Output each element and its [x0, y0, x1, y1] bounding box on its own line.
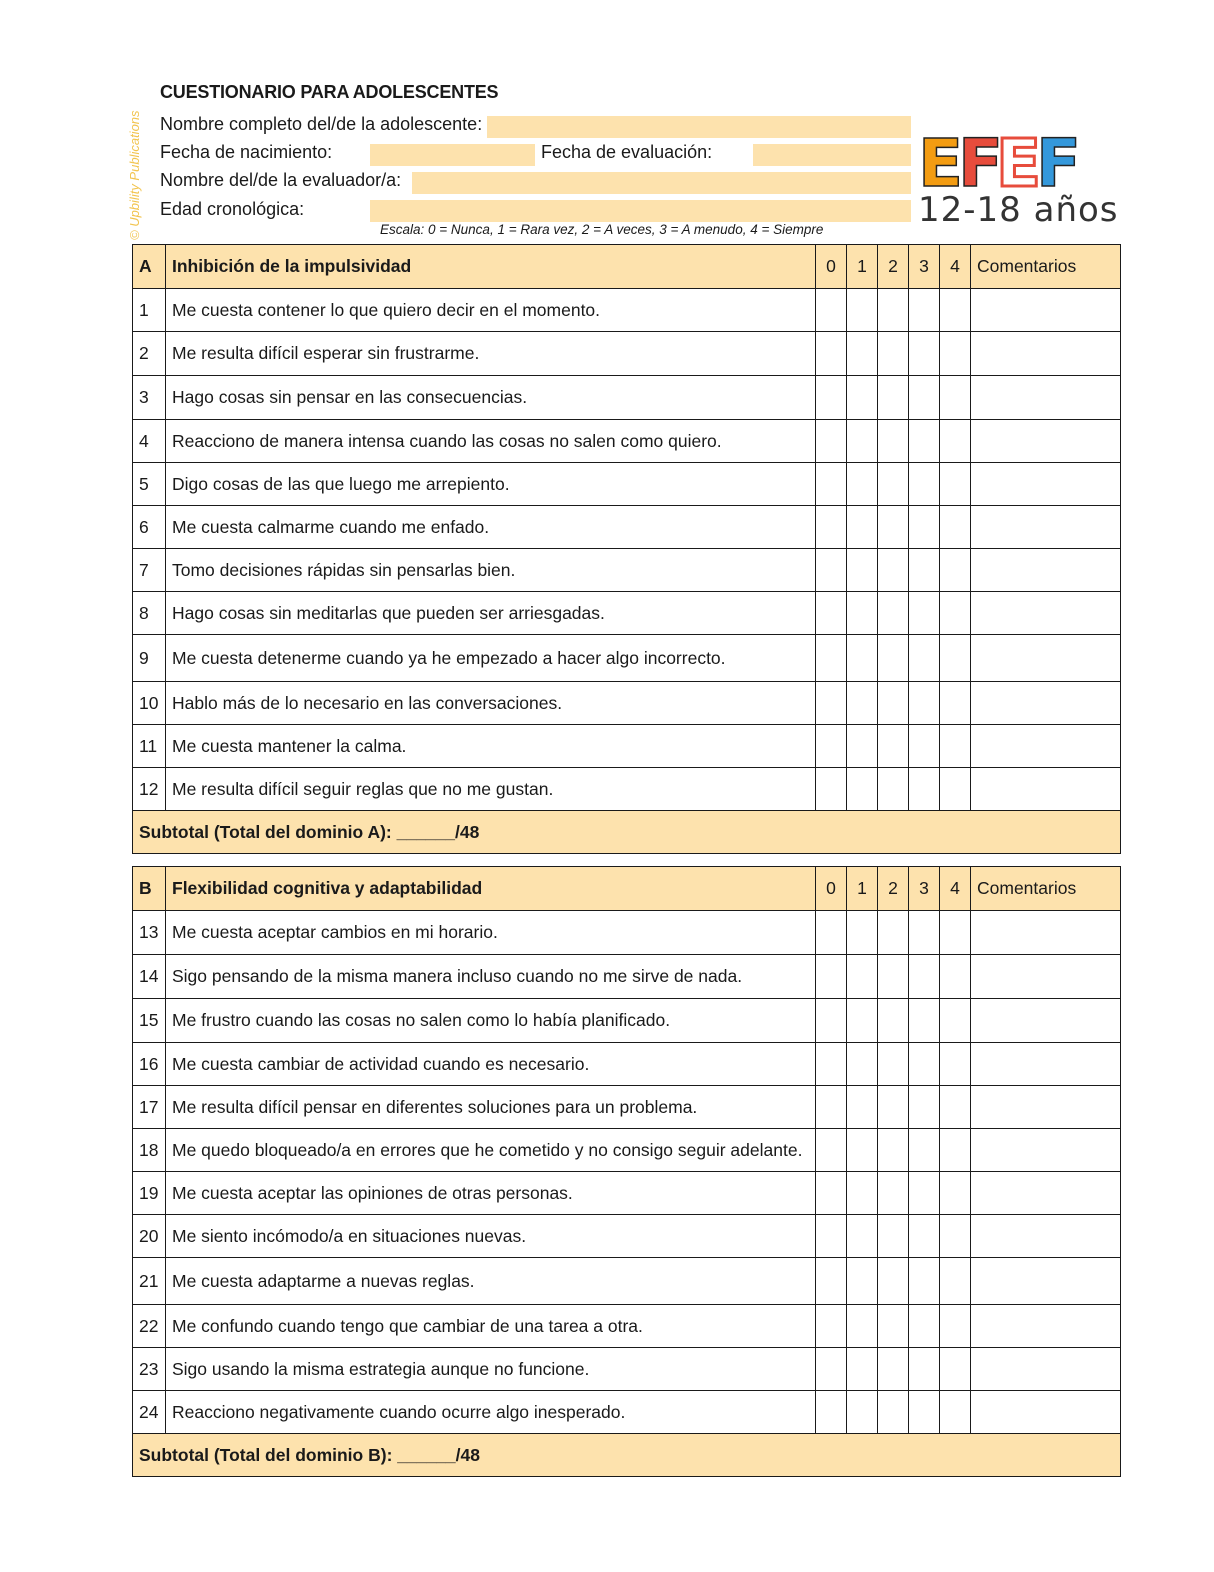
rating-cell-2[interactable] [878, 332, 909, 376]
rating-cell-4[interactable] [940, 1391, 971, 1434]
question-row [133, 999, 1121, 1043]
rating-cell-1[interactable] [847, 999, 878, 1043]
question-text: Me cuesta aceptar las opiniones de otras personas. [166, 1172, 816, 1215]
evaluator-label: Nombre del/de la evaluador/a: [160, 170, 402, 190]
question-text: Me resulta difícil seguir reglas que no me gustan. [166, 768, 816, 811]
rating-cell-4[interactable] [940, 911, 971, 955]
rating-cell-4[interactable] [940, 1305, 971, 1348]
rating-cell-3[interactable] [909, 506, 940, 549]
question-number: 13 [133, 911, 166, 955]
rating-cell-3[interactable] [909, 1348, 940, 1391]
section-title: Flexibilidad cognitiva y adaptabilidad [166, 867, 816, 911]
scale-legend: Escala: 0 = Nunca, 1 = Rara vez, 2 = A veces, 3 = A menudo, 4 = Siempre [380, 222, 824, 237]
rating-cell-0[interactable] [816, 725, 847, 768]
section-header-row [133, 867, 1121, 911]
section-header-row [133, 245, 1121, 289]
rating-cell-2[interactable] [878, 1391, 909, 1434]
rating-cell-2[interactable] [878, 1258, 909, 1305]
rating-cell-0[interactable] [816, 376, 847, 420]
scale-column-1: 1 [847, 245, 878, 289]
subtotal-row [133, 811, 1121, 854]
question-text: Sigo pensando de la misma manera incluso cuando no me sirve de nada. [166, 955, 816, 999]
rating-cell-0[interactable] [816, 420, 847, 463]
question-number: 4 [133, 420, 166, 463]
question-row [133, 1348, 1121, 1391]
rating-cell-2[interactable] [878, 768, 909, 811]
rating-cell-3[interactable] [909, 463, 940, 506]
comment-cell[interactable] [971, 1172, 1121, 1215]
rating-cell-4[interactable] [940, 376, 971, 420]
rating-cell-2[interactable] [878, 549, 909, 592]
copyright-credit: © Upbility Publications [127, 110, 142, 240]
rating-cell-0[interactable] [816, 1258, 847, 1305]
age-field[interactable] [370, 200, 911, 222]
section-letter: A [133, 245, 166, 289]
rating-cell-0[interactable] [816, 592, 847, 635]
scale-column-2: 2 [878, 867, 909, 911]
rating-cell-4[interactable] [940, 463, 971, 506]
rating-cell-4[interactable] [940, 1129, 971, 1172]
rating-cell-3[interactable] [909, 549, 940, 592]
question-text: Me resulta difícil pensar en diferentes soluciones para un problema. [166, 1086, 816, 1129]
rating-cell-0[interactable] [816, 1129, 847, 1172]
question-text: Hablo más de lo necesario en las conversaciones. [166, 682, 816, 725]
question-text: Me cuesta adaptarme a nuevas reglas. [166, 1258, 816, 1305]
question-text: Me cuesta detenerme cuando ya he empezado a hacer algo incorrecto. [166, 635, 816, 682]
question-row [133, 1305, 1121, 1348]
rating-cell-2[interactable] [878, 463, 909, 506]
comment-cell[interactable] [971, 289, 1121, 332]
rating-cell-1[interactable] [847, 506, 878, 549]
question-number: 7 [133, 549, 166, 592]
question-number: 2 [133, 332, 166, 376]
rating-cell-4[interactable] [940, 1043, 971, 1086]
rating-cell-1[interactable] [847, 1305, 878, 1348]
question-row [133, 1215, 1121, 1258]
question-row [133, 592, 1121, 635]
rating-cell-1[interactable] [847, 289, 878, 332]
scale-column-0: 0 [816, 867, 847, 911]
question-number: 17 [133, 1086, 166, 1129]
question-number: 22 [133, 1305, 166, 1348]
rating-cell-0[interactable] [816, 1043, 847, 1086]
question-row [133, 289, 1121, 332]
question-row [133, 549, 1121, 592]
rating-cell-2[interactable] [878, 682, 909, 725]
rating-cell-4[interactable] [940, 682, 971, 725]
rating-cell-3[interactable] [909, 999, 940, 1043]
rating-cell-0[interactable] [816, 911, 847, 955]
eval-date-field[interactable] [753, 144, 911, 166]
rating-cell-0[interactable] [816, 1348, 847, 1391]
rating-cell-1[interactable] [847, 768, 878, 811]
rating-cell-4[interactable] [940, 1086, 971, 1129]
rating-cell-3[interactable] [909, 1129, 940, 1172]
comment-cell[interactable] [971, 592, 1121, 635]
rating-cell-1[interactable] [847, 376, 878, 420]
age-range-label: 12-18 años [918, 190, 1119, 230]
comment-cell[interactable] [971, 1391, 1121, 1434]
question-row [133, 506, 1121, 549]
rating-cell-3[interactable] [909, 955, 940, 999]
rating-cell-2[interactable] [878, 1215, 909, 1258]
question-number: 21 [133, 1258, 166, 1305]
rating-cell-3[interactable] [909, 1172, 940, 1215]
rating-cell-2[interactable] [878, 1129, 909, 1172]
question-row [133, 635, 1121, 682]
rating-cell-1[interactable] [847, 463, 878, 506]
section-a-table [132, 244, 1121, 854]
comment-cell[interactable] [971, 955, 1121, 999]
question-number: 8 [133, 592, 166, 635]
question-number: 23 [133, 1348, 166, 1391]
rating-cell-1[interactable] [847, 635, 878, 682]
rating-cell-3[interactable] [909, 768, 940, 811]
rating-cell-1[interactable] [847, 1086, 878, 1129]
rating-cell-2[interactable] [878, 1172, 909, 1215]
scale-column-2: 2 [878, 245, 909, 289]
rating-cell-3[interactable] [909, 332, 940, 376]
rating-cell-1[interactable] [847, 549, 878, 592]
rating-cell-3[interactable] [909, 682, 940, 725]
subtotal-row [133, 1434, 1121, 1477]
question-text: Me resulta difícil esperar sin frustrarme. [166, 332, 816, 376]
rating-cell-0[interactable] [816, 1215, 847, 1258]
question-text: Me cuesta aceptar cambios en mi horario. [166, 911, 816, 955]
comment-cell[interactable] [971, 463, 1121, 506]
rating-cell-0[interactable] [816, 332, 847, 376]
comment-cell[interactable] [971, 768, 1121, 811]
rating-cell-1[interactable] [847, 1129, 878, 1172]
rating-cell-0[interactable] [816, 955, 847, 999]
question-row [133, 1172, 1121, 1215]
question-row [133, 420, 1121, 463]
comment-cell[interactable] [971, 1129, 1121, 1172]
rating-cell-4[interactable] [940, 768, 971, 811]
question-number: 11 [133, 725, 166, 768]
comment-cell[interactable] [971, 549, 1121, 592]
rating-cell-0[interactable] [816, 1391, 847, 1434]
comment-cell[interactable] [971, 911, 1121, 955]
rating-cell-3[interactable] [909, 592, 940, 635]
rating-cell-2[interactable] [878, 911, 909, 955]
question-text: Hago cosas sin pensar en las consecuencias. [166, 376, 816, 420]
question-row [133, 1086, 1121, 1129]
rating-cell-4[interactable] [940, 420, 971, 463]
question-number: 20 [133, 1215, 166, 1258]
question-number: 18 [133, 1129, 166, 1172]
question-row [133, 1129, 1121, 1172]
svg-text:E: E [918, 125, 964, 202]
rating-cell-0[interactable] [816, 1086, 847, 1129]
question-number: 15 [133, 999, 166, 1043]
question-number: 24 [133, 1391, 166, 1434]
rating-cell-4[interactable] [940, 1258, 971, 1305]
rating-cell-4[interactable] [940, 1348, 971, 1391]
subtotal-label: Subtotal (Total del dominio B): ______/48 [133, 1434, 1121, 1477]
scale-column-4: 4 [940, 867, 971, 911]
rating-cell-1[interactable] [847, 725, 878, 768]
question-number: 16 [133, 1043, 166, 1086]
comment-cell[interactable] [971, 1305, 1121, 1348]
name-label: Nombre completo del/de la adolescente: [160, 114, 483, 134]
comment-cell[interactable] [971, 420, 1121, 463]
scale-column-0: 0 [816, 245, 847, 289]
rating-cell-1[interactable] [847, 592, 878, 635]
question-row [133, 1391, 1121, 1434]
comment-cell[interactable] [971, 332, 1121, 376]
rating-cell-0[interactable] [816, 999, 847, 1043]
question-text: Me cuesta calmarme cuando me enfado. [166, 506, 816, 549]
scale-column-3: 3 [909, 245, 940, 289]
rating-cell-1[interactable] [847, 1043, 878, 1086]
question-number: 14 [133, 955, 166, 999]
rating-cell-2[interactable] [878, 506, 909, 549]
rating-cell-0[interactable] [816, 635, 847, 682]
scale-column-1: 1 [847, 867, 878, 911]
question-text: Me cuesta contener lo que quiero decir en el momento. [166, 289, 816, 332]
question-text: Me frustro cuando las cosas no salen como lo había planificado. [166, 999, 816, 1043]
question-number: 3 [133, 376, 166, 420]
question-number: 9 [133, 635, 166, 682]
rating-cell-0[interactable] [816, 549, 847, 592]
question-text: Me cuesta mantener la calma. [166, 725, 816, 768]
comment-cell[interactable] [971, 635, 1121, 682]
subtotal-label: Subtotal (Total del dominio A): ______/48 [133, 811, 1121, 854]
rating-cell-3[interactable] [909, 1258, 940, 1305]
rating-cell-4[interactable] [940, 592, 971, 635]
rating-cell-1[interactable] [847, 911, 878, 955]
comment-cell[interactable] [971, 725, 1121, 768]
question-row [133, 682, 1121, 725]
rating-cell-1[interactable] [847, 682, 878, 725]
question-text: Me quedo bloqueado/a en errores que he cometido y no consigo seguir adelante. [166, 1129, 816, 1172]
rating-cell-1[interactable] [847, 1391, 878, 1434]
rating-cell-2[interactable] [878, 725, 909, 768]
rating-cell-1[interactable] [847, 955, 878, 999]
rating-cell-0[interactable] [816, 768, 847, 811]
question-text: Me siento incómodo/a en situaciones nuevas. [166, 1215, 816, 1258]
rating-cell-2[interactable] [878, 635, 909, 682]
rating-cell-3[interactable] [909, 911, 940, 955]
comment-cell[interactable] [971, 999, 1121, 1043]
section-b-table [132, 866, 1121, 1477]
rating-cell-2[interactable] [878, 289, 909, 332]
question-row [133, 1258, 1121, 1305]
rating-cell-3[interactable] [909, 725, 940, 768]
rating-cell-4[interactable] [940, 1215, 971, 1258]
question-row [133, 1043, 1121, 1086]
rating-cell-4[interactable] [940, 635, 971, 682]
question-text: Me cuesta cambiar de actividad cuando es necesario. [166, 1043, 816, 1086]
rating-cell-1[interactable] [847, 1348, 878, 1391]
rating-cell-3[interactable] [909, 376, 940, 420]
rating-cell-4[interactable] [940, 289, 971, 332]
age-label: Edad cronológica: [160, 199, 305, 219]
question-row [133, 463, 1121, 506]
question-row [133, 376, 1121, 420]
rating-cell-1[interactable] [847, 1172, 878, 1215]
rating-cell-3[interactable] [909, 1391, 940, 1434]
rating-cell-3[interactable] [909, 1086, 940, 1129]
question-row [133, 725, 1121, 768]
rating-cell-2[interactable] [878, 999, 909, 1043]
question-text: Reacciono de manera intensa cuando las cosas no salen como quiero. [166, 420, 816, 463]
rating-cell-0[interactable] [816, 463, 847, 506]
comments-header: Comentarios [971, 867, 1121, 911]
question-row [133, 332, 1121, 376]
comment-cell[interactable] [971, 376, 1121, 420]
evaluator-field[interactable] [412, 172, 911, 194]
birth-date-label: Fecha de nacimiento: [160, 142, 333, 162]
comments-header: Comentarios [971, 245, 1121, 289]
svg-text:E: E [996, 125, 1042, 202]
rating-cell-1[interactable] [847, 332, 878, 376]
comment-cell[interactable] [971, 1086, 1121, 1129]
rating-cell-2[interactable] [878, 1086, 909, 1129]
section-title: Inhibición de la impulsividad [166, 245, 816, 289]
rating-cell-3[interactable] [909, 635, 940, 682]
rating-cell-0[interactable] [816, 682, 847, 725]
comment-cell[interactable] [971, 1215, 1121, 1258]
page-title: CUESTIONARIO PARA ADOLESCENTES [160, 82, 499, 102]
rating-cell-1[interactable] [847, 1258, 878, 1305]
question-number: 12 [133, 768, 166, 811]
question-row [133, 911, 1121, 955]
question-text: Digo cosas de las que luego me arrepiento. [166, 463, 816, 506]
scale-column-4: 4 [940, 245, 971, 289]
rating-cell-3[interactable] [909, 1215, 940, 1258]
rating-cell-4[interactable] [940, 549, 971, 592]
name-field[interactable] [487, 116, 911, 138]
rating-cell-2[interactable] [878, 376, 909, 420]
question-number: 1 [133, 289, 166, 332]
rating-cell-4[interactable] [940, 999, 971, 1043]
comment-cell[interactable] [971, 682, 1121, 725]
question-text: Reacciono negativamente cuando ocurre algo inesperado. [166, 1391, 816, 1434]
rating-cell-2[interactable] [878, 955, 909, 999]
comment-cell[interactable] [971, 1043, 1121, 1086]
rating-cell-0[interactable] [816, 1172, 847, 1215]
rating-cell-2[interactable] [878, 592, 909, 635]
question-text: Me confundo cuando tengo que cambiar de una tarea a otra. [166, 1305, 816, 1348]
svg-text:F: F [958, 125, 1004, 202]
rating-cell-3[interactable] [909, 420, 940, 463]
rating-cell-3[interactable] [909, 1043, 940, 1086]
rating-cell-4[interactable] [940, 332, 971, 376]
question-row [133, 955, 1121, 999]
question-text: Tomo decisiones rápidas sin pensarlas bien. [166, 549, 816, 592]
rating-cell-1[interactable] [847, 420, 878, 463]
rating-cell-2[interactable] [878, 1305, 909, 1348]
comment-cell[interactable] [971, 1348, 1121, 1391]
rating-cell-4[interactable] [940, 506, 971, 549]
question-number: 5 [133, 463, 166, 506]
rating-cell-2[interactable] [878, 420, 909, 463]
rating-cell-1[interactable] [847, 1215, 878, 1258]
scale-column-3: 3 [909, 867, 940, 911]
rating-cell-3[interactable] [909, 1305, 940, 1348]
rating-cell-3[interactable] [909, 289, 940, 332]
rating-cell-4[interactable] [940, 955, 971, 999]
rating-cell-0[interactable] [816, 289, 847, 332]
eval-date-label: Fecha de evaluación: [541, 142, 713, 162]
rating-cell-4[interactable] [940, 1172, 971, 1215]
rating-cell-2[interactable] [878, 1348, 909, 1391]
svg-text:F: F [1036, 125, 1082, 202]
question-number: 19 [133, 1172, 166, 1215]
rating-cell-4[interactable] [940, 725, 971, 768]
question-text: Hago cosas sin meditarlas que pueden ser arriesgadas. [166, 592, 816, 635]
section-letter: B [133, 867, 166, 911]
rating-cell-0[interactable] [816, 506, 847, 549]
question-text: Sigo usando la misma estrategia aunque no funcione. [166, 1348, 816, 1391]
comment-cell[interactable] [971, 1258, 1121, 1305]
question-row [133, 768, 1121, 811]
question-number: 10 [133, 682, 166, 725]
question-number: 6 [133, 506, 166, 549]
rating-cell-0[interactable] [816, 1305, 847, 1348]
comment-cell[interactable] [971, 506, 1121, 549]
rating-cell-2[interactable] [878, 1043, 909, 1086]
birth-date-field[interactable] [370, 144, 535, 166]
